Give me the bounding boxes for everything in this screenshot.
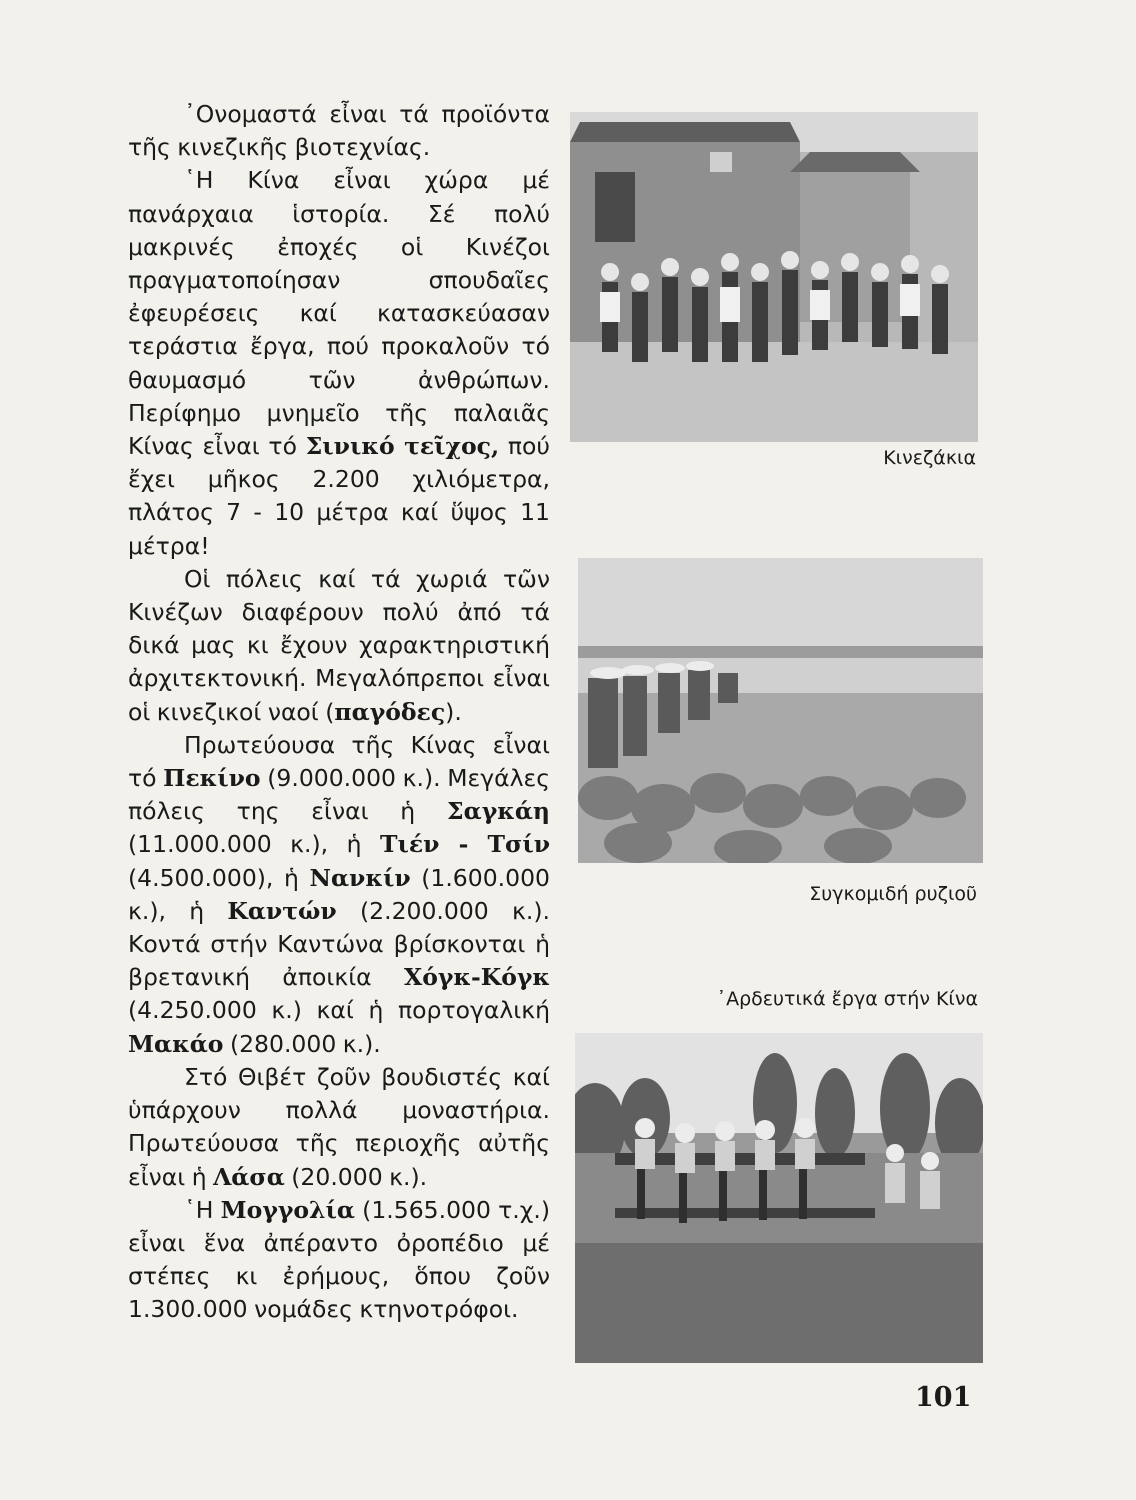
text-segment: (280.000 κ.). <box>223 1029 381 1058</box>
text-segment: (4.500.000), ἡ <box>128 863 310 892</box>
bold-term: Χόγκ-Κόγκ <box>403 963 550 992</box>
text-segment: ῾Η Κίνα εἶναι χώρα μέ πανάρχαια ἱστορία. Σέ πολύ μακρινές ἐποχές οἱ Κινέζοι πραγματοποίησαν σπουδαῖες ἐφευρέσεις καί κατασκεύασαν τεράστια ἔργα, πού προκαλοῦν τό θαυμασμό τῶν ἀνθρώπων. Περίφημο μνημεῖο τῆς παλαιᾶς Κίνας εἶναι τό <box>128 166 550 461</box>
text-segment: ῾Η <box>184 1195 221 1224</box>
text-segment: (1.600.000 κ.), ἡ <box>128 863 550 925</box>
bold-term: Λάσα <box>213 1162 285 1191</box>
text-segment: (11.000.000 κ.), ἡ <box>128 830 380 859</box>
text-segment: ᾿Ονομαστά εἶναι τά προϊόντα τῆς κινεζικῆς βιοτεχνίας. <box>128 100 550 162</box>
bold-term: Μογγολία <box>220 1195 355 1224</box>
text-segment: (4.250.000 κ.) καί ἡ πορτογαλική <box>128 996 550 1025</box>
photo-children <box>570 112 978 442</box>
bold-term: Νανκίν <box>309 863 411 892</box>
text-segment: (20.000 κ.). <box>284 1162 428 1191</box>
caption-photo-rice-harvest: Συγκομιδή ρυζιοῦ <box>809 883 977 905</box>
bold-term: Τιέν - Τσίν <box>379 830 551 859</box>
photo-rice-harvest <box>578 558 983 863</box>
bold-term: Μακάο <box>128 1029 224 1058</box>
paragraph <box>128 164 550 562</box>
bold-term: Καντών <box>227 896 337 925</box>
paragraph <box>128 1061 550 1194</box>
caption-photo-children: Κινεζάκια <box>883 447 976 469</box>
text-segment: πού ἔχει μῆκος 2.200 χιλιόμετρα, πλάτος 7 - 10 μέτρα καί ὕψος 11 μέτρα! <box>128 432 551 560</box>
body-text <box>128 98 550 1327</box>
text-segment: (2.200.000 κ.). Κοντά στήν Καντώνα βρίσκονται ἡ βρετανική ἀποικία <box>128 896 550 992</box>
paragraph <box>128 1194 550 1327</box>
caption-photo-irrigation: ᾿Αρδευτικά ἔργα στήν Κίνα <box>716 988 978 1010</box>
bold-term: Πεκίνο <box>163 764 261 793</box>
text-segment: (9.000.000 κ.). Μεγάλες πόλεις της εἶναι ἡ <box>128 764 550 826</box>
page-number: 101 <box>915 1382 972 1413</box>
text-segment: Πρωτεύουσα τῆς Κίνας εἶναι τό <box>128 730 550 793</box>
bold-term: Σινικό τεῖχος, <box>305 432 500 461</box>
paragraph <box>128 563 550 729</box>
bold-term: παγόδες <box>334 697 446 726</box>
text-segment: Στό Θιβέτ ζοῦν βουδιστές καί ὑπάρχουν πολλά μοναστήρια. Πρωτεύουσα τῆς περιοχῆς αὐτῆς εἶναι ἡ <box>128 1062 550 1191</box>
text-segment: ). <box>445 697 462 726</box>
text-segment: (1.565.000 τ.χ.) εἶναι ἕνα ἀπέραντο ὀροπέδιο μέ στέπες κι ἐρήμους, ὅπου ζοῦν 1.300.000 νομάδες κτηνοτρόφοι. <box>128 1195 550 1324</box>
text-segment: Οἱ πόλεις καί τά χωριά τῶν Κινέζων διαφέρουν πολύ ἀπό τά δικά μας κι ἔχουν χαρακτηριστική ἀρχιτεκτονική. Μεγαλόπρεποι εἶναι οἱ κινεζικοί ναοί ( <box>128 564 550 726</box>
bold-term: Σαγκάη <box>447 797 550 826</box>
paragraph <box>128 98 550 164</box>
paragraph <box>128 729 550 1061</box>
photo-irrigation <box>575 1033 983 1363</box>
